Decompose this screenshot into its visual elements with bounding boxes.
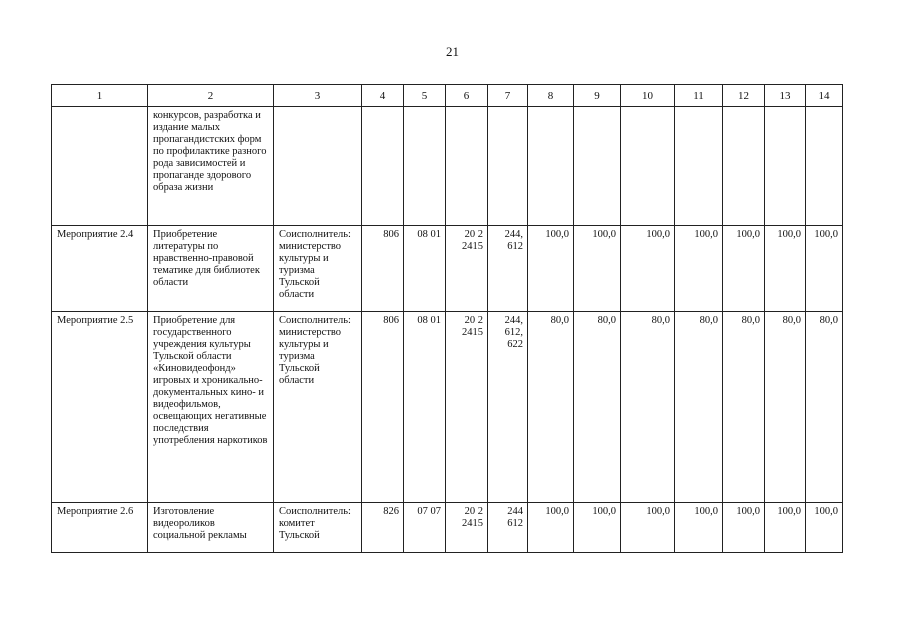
code-cell bbox=[362, 107, 404, 226]
value-cell: 80,0 bbox=[621, 312, 675, 503]
value-cell: 100,0 bbox=[621, 503, 675, 553]
code-cell bbox=[488, 107, 528, 226]
value-cell: 100,0 bbox=[621, 226, 675, 312]
column-header: 8 bbox=[528, 85, 574, 107]
value-cell: 100,0 bbox=[528, 503, 574, 553]
code-cell: 20 2 2415 bbox=[446, 503, 488, 553]
value-cell bbox=[621, 107, 675, 226]
column-header: 9 bbox=[574, 85, 621, 107]
code-cell: 20 2 2415 bbox=[446, 312, 488, 503]
value-cell: 80,0 bbox=[574, 312, 621, 503]
value-cell: 100,0 bbox=[723, 503, 765, 553]
column-header: 10 bbox=[621, 85, 675, 107]
table-row bbox=[52, 503, 843, 553]
code-cell: 20 2 2415 bbox=[446, 226, 488, 312]
value-cell: 100,0 bbox=[765, 503, 806, 553]
code-cell: 07 07 bbox=[404, 503, 446, 553]
value-cell: 100,0 bbox=[528, 226, 574, 312]
table-row bbox=[52, 107, 843, 226]
value-cell bbox=[675, 107, 723, 226]
column-header: 3 bbox=[274, 85, 362, 107]
event-cell: Мероприятие 2.6 bbox=[52, 503, 148, 553]
value-cell: 80,0 bbox=[806, 312, 843, 503]
code-cell: 806 bbox=[362, 226, 404, 312]
value-cell bbox=[723, 107, 765, 226]
value-cell bbox=[806, 107, 843, 226]
event-cell bbox=[52, 107, 148, 226]
code-cell: 806 bbox=[362, 312, 404, 503]
code-cell: 244, 612, 622 bbox=[488, 312, 528, 503]
event-cell: Мероприятие 2.4 bbox=[52, 226, 148, 312]
value-cell: 100,0 bbox=[574, 226, 621, 312]
value-cell: 100,0 bbox=[723, 226, 765, 312]
executor-cell: Соисполнитель: министерство культуры и туризма Тульской области bbox=[274, 312, 362, 503]
code-cell: 08 01 bbox=[404, 312, 446, 503]
executor-cell bbox=[274, 107, 362, 226]
code-cell: 244 612 bbox=[488, 503, 528, 553]
code-cell: 244, 612 bbox=[488, 226, 528, 312]
value-cell: 100,0 bbox=[675, 226, 723, 312]
executor-cell: Соисполнитель: комитет Тульской bbox=[274, 503, 362, 553]
header-row bbox=[52, 85, 843, 107]
column-header: 14 bbox=[806, 85, 843, 107]
page-number: 21 bbox=[446, 44, 459, 59]
code-cell: 08 01 bbox=[404, 226, 446, 312]
table-row bbox=[52, 226, 843, 312]
event-cell: Мероприятие 2.5 bbox=[52, 312, 148, 503]
code-cell bbox=[404, 107, 446, 226]
value-cell: 100,0 bbox=[806, 503, 843, 553]
table-row bbox=[52, 312, 843, 503]
description-cell: Приобретение для государственного учреждения культуры Тульской области «Киновидеофонд» игровых и хроникально-документальных кино- и видеофильмов, освещающих негативные последствия употребления наркотиков bbox=[148, 312, 274, 503]
value-cell: 100,0 bbox=[806, 226, 843, 312]
column-header: 12 bbox=[723, 85, 765, 107]
column-header: 7 bbox=[488, 85, 528, 107]
code-cell: 826 bbox=[362, 503, 404, 553]
value-cell: 80,0 bbox=[765, 312, 806, 503]
value-cell: 100,0 bbox=[765, 226, 806, 312]
value-cell: 100,0 bbox=[574, 503, 621, 553]
column-header: 5 bbox=[404, 85, 446, 107]
value-cell: 100,0 bbox=[675, 503, 723, 553]
program-table bbox=[51, 84, 843, 553]
column-header: 11 bbox=[675, 85, 723, 107]
column-header: 1 bbox=[52, 85, 148, 107]
value-cell bbox=[574, 107, 621, 226]
column-header: 6 bbox=[446, 85, 488, 107]
column-header: 2 bbox=[148, 85, 274, 107]
value-cell: 80,0 bbox=[723, 312, 765, 503]
executor-cell: Соисполнитель: министерство культуры и туризма Тульской области bbox=[274, 226, 362, 312]
column-header: 13 bbox=[765, 85, 806, 107]
value-cell bbox=[528, 107, 574, 226]
description-cell: Изготовление видеороликов социальной рекламы bbox=[148, 503, 274, 553]
description-cell: Приобретение литературы по нравственно-правовой тематике для библиотек области bbox=[148, 226, 274, 312]
code-cell bbox=[446, 107, 488, 226]
column-header: 4 bbox=[362, 85, 404, 107]
value-cell: 80,0 bbox=[528, 312, 574, 503]
description-cell: конкурсов, разработка и издание малых пропагандистских форм по профилактике разного рода зависимостей и пропаганде здорового образа жизни bbox=[148, 107, 274, 226]
value-cell bbox=[765, 107, 806, 226]
value-cell: 80,0 bbox=[675, 312, 723, 503]
